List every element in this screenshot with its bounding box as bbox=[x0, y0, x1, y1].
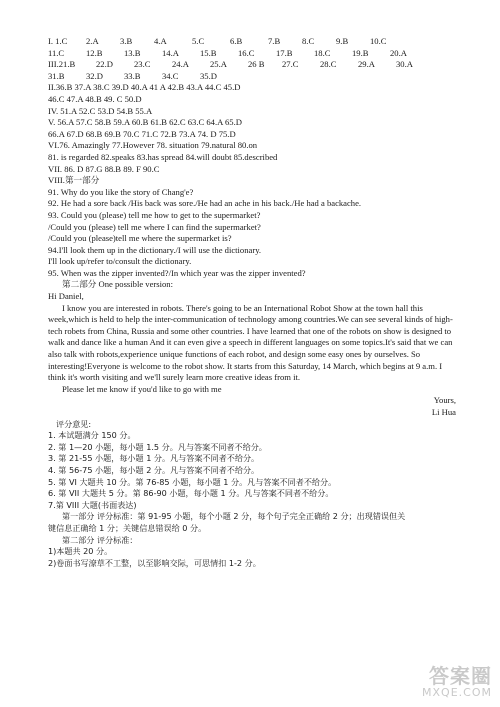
grading-item: 4. 第 56-75 小题，每小题 2 分。凡与答案不同者不给分。 bbox=[48, 464, 260, 475]
answer-cell: 14.A bbox=[162, 47, 179, 58]
answer-cell: 27.C bbox=[282, 59, 299, 70]
letter-greeting: Hi Daniel, bbox=[48, 291, 84, 302]
answer-line: /Could you (please) tell me where I can find the supermarket? bbox=[48, 221, 261, 232]
answer-cell: 13.B bbox=[124, 47, 141, 58]
grading-item: 1. 本试题满分 150 分。 bbox=[48, 430, 136, 441]
watermark-logo bbox=[422, 665, 492, 699]
answer-cell: 30.A bbox=[396, 59, 413, 70]
grading-item: 2. 第 1—20 小题，每小题 1.5 分。凡与答案不同者不给分。 bbox=[48, 441, 267, 452]
answer-cell: 20.A bbox=[390, 47, 407, 58]
answer-cell: 23.C bbox=[134, 59, 151, 70]
answer-cell: 19.B bbox=[352, 47, 369, 58]
answer-cell: 7.B bbox=[268, 36, 281, 46]
grading-part2-item: 2)卷面书写潦草不工整，以至影响交际，可思情扣 1-2 分。 bbox=[48, 557, 261, 568]
answer-cell: 33.B bbox=[124, 70, 141, 81]
grading-item: 7.第 VIII 大题(书面表达) bbox=[48, 499, 137, 510]
section-heading: VIII.第一部分 bbox=[48, 175, 100, 186]
answer-cell: III.21.B bbox=[48, 59, 76, 70]
answer-cell: 2.A bbox=[86, 36, 99, 46]
answer-line: 91. Why do you like the story of Chang'e? bbox=[48, 186, 194, 197]
answer-cell: 22.D bbox=[96, 59, 113, 70]
letter-body-text: I know you are interested in robots. There's going to be an International Robot Show at the town hall this week,which is held to help the inter-communication of technology among countries.We can see several kinds of high-tech robets from China, Russia and some other countries. I have learned that one of the robots on show is designed to walk and dance like a human And it can even give a speech in different languages on some topics.It's said that we can also talk with robots,experience unique functions of each robot, and design some easy ones by ourselves. So interesting!Everyone is welcome to the robot show. It starts from this Saturday, 14 March, which begins at 9 a.m. I think it's worth visiting and we'll surely learn more creative ideas from it. bbox=[48, 302, 453, 383]
answer-cell: 26 B bbox=[248, 59, 265, 70]
answer-cell: 28.C bbox=[320, 59, 337, 70]
grading-part1-cont: 键信息正确给 1 分；关键信息错误给 0 分。 bbox=[48, 522, 207, 533]
letter-closing: Please let me know if you'd like to go with me bbox=[62, 383, 222, 394]
grading-part2: 第二部分 评分标准： bbox=[62, 534, 138, 545]
signature-name: Li Hua bbox=[431, 407, 456, 417]
answer-cell: 25.A bbox=[210, 59, 227, 70]
answer-line: 95. When was the zipper invented?/In which year was the zipper invented? bbox=[48, 267, 306, 278]
answer-cell: 16.C bbox=[238, 47, 255, 58]
answer-line: VII. 86. D 87.G 88.B 89. F 90.C bbox=[48, 163, 160, 174]
answer-line: 93. Could you (please) tell me how to get to the supermarket? bbox=[48, 209, 261, 220]
letter-body bbox=[48, 303, 458, 384]
answer-line: VI.76. Amazingly 77.However 78. situation 79.natural 80.on bbox=[48, 140, 258, 151]
answer-line: /Could you (please)tell me where the supermarket is? bbox=[48, 233, 232, 244]
answer-key-document bbox=[48, 36, 458, 569]
answer-cell: 6.B bbox=[230, 36, 243, 46]
grading-part2-item: 1)本题共 20 分。 bbox=[48, 546, 113, 557]
answer-cell: 8.C bbox=[302, 36, 315, 46]
answer-line: 46.C 47.A 48.B 49. C 50.D bbox=[48, 93, 142, 104]
answer-cell: 31.B bbox=[48, 70, 65, 81]
answer-line: 92. He had a sore back /His back was sore./He had an ache in his back./He had a backache. bbox=[48, 198, 362, 209]
answer-cell: 24.A bbox=[172, 59, 189, 70]
answer-line: 94.I'll look them up in the dictionary./I will use the dictionary. bbox=[48, 244, 262, 255]
grading-item: 6. 第 VII 大题共 5 分。第 86-90 小题，每小题 1 分。凡与答案不同者不给分。 bbox=[48, 488, 334, 499]
answer-row-4 bbox=[48, 71, 458, 83]
answer-cell: 34.C bbox=[162, 70, 179, 81]
answer-cell: 15.B bbox=[200, 47, 217, 58]
answer-line: V. 56.A 57.C 58.B 59.A 60.B 61.B 62.C 63.C 64.A 65.D bbox=[48, 117, 242, 128]
answer-line: 66.A 67.D 68.B 69.B 70.C 71.C 72.B 73.A 74. D 75.D bbox=[48, 128, 236, 139]
grading-item: 5. 第 VI 大题共 10 分。第 76-85 小题，每小题 1 分。凡与答案不同者不给分。 bbox=[48, 476, 337, 487]
grading-title: 评分意见: bbox=[56, 418, 92, 429]
answer-row-1 bbox=[48, 36, 458, 48]
answer-line: IV. 51.A 52.C 53.D 54.B 55.A bbox=[48, 105, 153, 116]
answer-cell: 4.A bbox=[154, 36, 167, 46]
answer-cell: 3.B bbox=[120, 36, 133, 46]
answer-line: I'll look up/refer to/consult the dictionary. bbox=[48, 256, 192, 267]
answer-cell: 10.C bbox=[370, 36, 387, 46]
answer-cell: 32.D bbox=[86, 70, 103, 81]
watermark-text: 答案圈 bbox=[429, 664, 492, 688]
answer-row-2 bbox=[48, 48, 458, 60]
answer-cell: 18.C bbox=[314, 47, 331, 58]
answer-line: 81. is regarded 82.speaks 83.has spread 84.will doubt 85.described bbox=[48, 151, 278, 162]
section-heading: 第二部分 One possible version: bbox=[62, 279, 173, 290]
answer-cell: 17.B bbox=[276, 47, 293, 58]
answer-cell: 9.B bbox=[336, 36, 349, 46]
answer-row-3 bbox=[48, 59, 458, 71]
answer-cell: 11.C bbox=[48, 47, 65, 58]
signature-yours: Yours, bbox=[433, 395, 456, 406]
answer-cell: 29.A bbox=[358, 59, 375, 70]
answer-cell: 35.D bbox=[200, 70, 217, 81]
answer-cell: I. 1.C bbox=[48, 36, 68, 46]
grading-item: 3. 第 21-55 小题，每小题 1 分。凡与答案不同者不给分。 bbox=[48, 453, 260, 464]
grading-part1: 第一部分 评分标准：第 91-95 小题，每个小题 2 分，每个句子完全正确给 2 分；出现错误但关 bbox=[62, 511, 406, 522]
watermark-url: MXQE.COM bbox=[422, 686, 492, 699]
answer-cell: 5.C bbox=[192, 36, 205, 46]
answer-line: II.36.B 37.A 38.C 39.D 40.A 41 A 42.B 43.A 44.C 45.D bbox=[48, 82, 241, 93]
answer-cell: 12.B bbox=[86, 47, 103, 58]
